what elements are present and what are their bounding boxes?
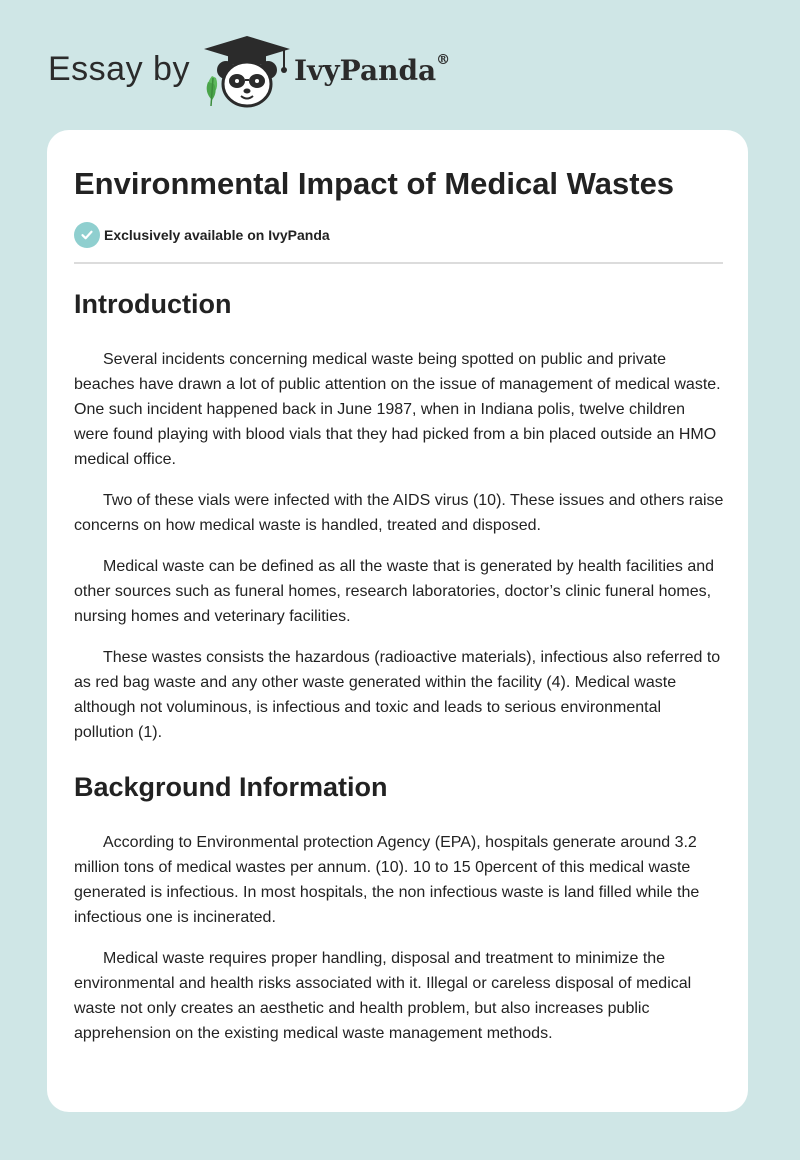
section-heading-background: Background Information <box>74 772 388 802</box>
section-heading-introduction: Introduction <box>74 289 232 319</box>
paragraph: Several incidents concerning medical waste being spotted on public and private beaches have drawn a lot of public attention on the issue of management of medical waste. One such incident happened back in June 1987, when in Indiana polis, twelve children were found playing with blood vials that they had picked from a bin placed outside an HMO medical office. <box>74 351 721 468</box>
paragraph: According to Environmental protection Agency (EPA), hospitals generate around 3.2 million tons of medical wastes per annum. (10). 10 to 15 0percent of this medical waste generated is infectious. In most hospitals, the non infectious waste is land filled while the infectious one is incinerated. <box>74 834 700 926</box>
paragraph: Medical waste can be defined as all the waste that is generated by health facilities and other sources such as funeral homes, research laboratories, doctor’s clinic funeral homes, nursing homes and veterinary facilities. <box>74 558 715 625</box>
title-divider <box>74 262 723 264</box>
paragraph: Medical waste requires proper handling, disposal and treatment to minimize the environmental and health risks associated with it. Illegal or careless disposal of medical waste not only creates an aesthetic and health problem, but also increases public apprehension on the existing medical waste management methods. <box>74 950 692 1042</box>
paragraph: These wastes consists the hazardous (radioactive materials), infectious also referred to as red bag waste and any other waste generated within the facility (4). Medical waste although not voluminous, is infectious and toxic and leads to serious environmental pollution (1). <box>74 649 721 741</box>
registered-mark: ® <box>436 52 451 68</box>
badge-text: Exclusively available on IvyPanda <box>104 227 330 243</box>
site-header <box>48 30 468 110</box>
article-content <box>74 164 724 1046</box>
article-card <box>47 130 748 1112</box>
availability-badge <box>74 222 724 248</box>
panda-graduate-icon <box>202 34 292 110</box>
paragraph: Two of these vials were infected with the AIDS virus (10). These issues and others raise concerns on how medical waste is handled, treated and disposed. <box>74 492 724 534</box>
page-title: Environmental Impact of Medical Wastes <box>74 166 675 201</box>
brand-name <box>294 54 450 87</box>
brand-prefix: Essay by <box>48 50 190 88</box>
check-circle-icon <box>74 222 100 248</box>
brand-name-text: IvyPanda <box>294 54 437 87</box>
